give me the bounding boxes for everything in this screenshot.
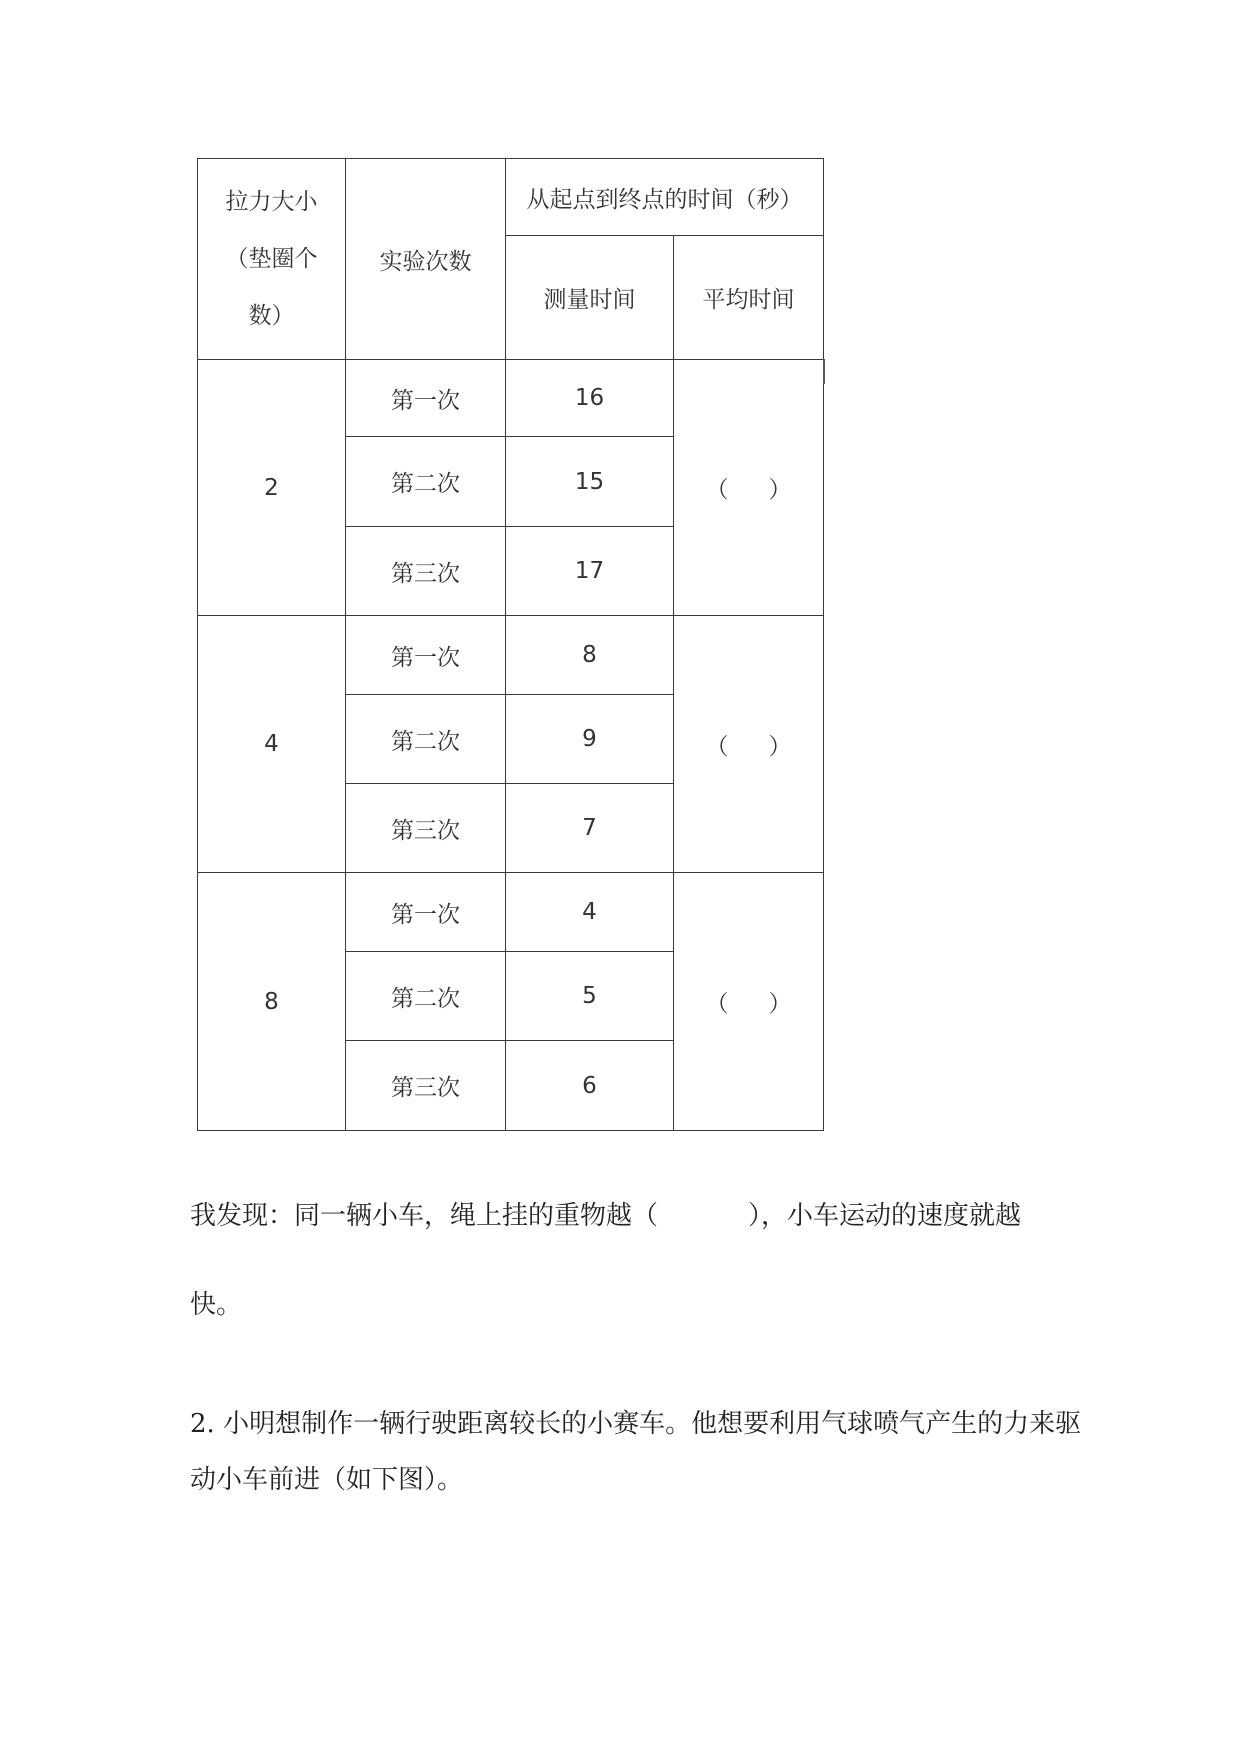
average-blank-cell[interactable] [674, 360, 824, 616]
paren-close: ） [768, 991, 792, 1017]
trial-cell: 第一次 [346, 873, 506, 952]
header-force-line: （垫圈个 [225, 245, 318, 272]
paren-open: （ [705, 477, 729, 503]
trial-cell: 第三次 [346, 784, 506, 873]
trial-cell: 第一次 [346, 616, 506, 695]
paren-open: （ [705, 733, 729, 760]
finding-before-blank: 我发现：同一辆小车，绳上挂的重物越（ [190, 1201, 659, 1231]
finding-line-1 [190, 1200, 1021, 1232]
average-blank-cell[interactable] [674, 616, 824, 873]
question2-line-1: 2. 小明想制作一辆行驶距离较长的小赛车。他想要利用气球喷气产生的力来驱 [190, 1409, 1082, 1439]
table-header-row [198, 159, 824, 236]
time-cell: 15 [506, 437, 674, 527]
header-time-span: 从起点到终点的时间（秒） [506, 159, 824, 236]
time-cell: 9 [506, 695, 674, 784]
header-force-line: 数） [248, 302, 295, 329]
table-row [198, 616, 824, 695]
table-row [198, 360, 824, 437]
time-cell: 17 [506, 527, 674, 616]
trial-cell: 第三次 [346, 1041, 506, 1131]
time-cell: 6 [506, 1041, 674, 1131]
time-cell: 7 [506, 784, 674, 873]
table-edge-mark [823, 359, 825, 384]
header-force-line: 拉力大小 [225, 188, 318, 215]
force-cell: 2 [198, 360, 346, 616]
time-cell: 16 [506, 360, 674, 437]
paren-close: ） [768, 477, 792, 503]
time-cell: 4 [506, 873, 674, 952]
finding-line-2: 快。 [190, 1290, 243, 1320]
trial-cell: 第一次 [346, 360, 506, 437]
header-force [198, 159, 346, 360]
trial-cell: 第三次 [346, 527, 506, 616]
force-cell: 4 [198, 616, 346, 873]
paren-close: ） [768, 733, 792, 760]
paren-open: （ [705, 991, 729, 1017]
average-blank-cell[interactable] [674, 873, 824, 1131]
trial-cell: 第二次 [346, 952, 506, 1041]
table-row [198, 873, 824, 952]
header-measured-time: 测量时间 [506, 236, 674, 360]
trial-cell: 第二次 [346, 437, 506, 527]
header-trial-count: 实验次数 [346, 159, 506, 360]
force-cell: 8 [198, 873, 346, 1131]
trial-cell: 第二次 [346, 695, 506, 784]
time-cell: 5 [506, 952, 674, 1041]
finding-after-blank: ），小车运动的速度就越 [748, 1201, 1022, 1231]
experiment-table [197, 158, 824, 1131]
question2-line-2: 动小车前进（如下图）。 [190, 1465, 464, 1495]
header-average-time: 平均时间 [674, 236, 824, 360]
time-cell: 8 [506, 616, 674, 695]
